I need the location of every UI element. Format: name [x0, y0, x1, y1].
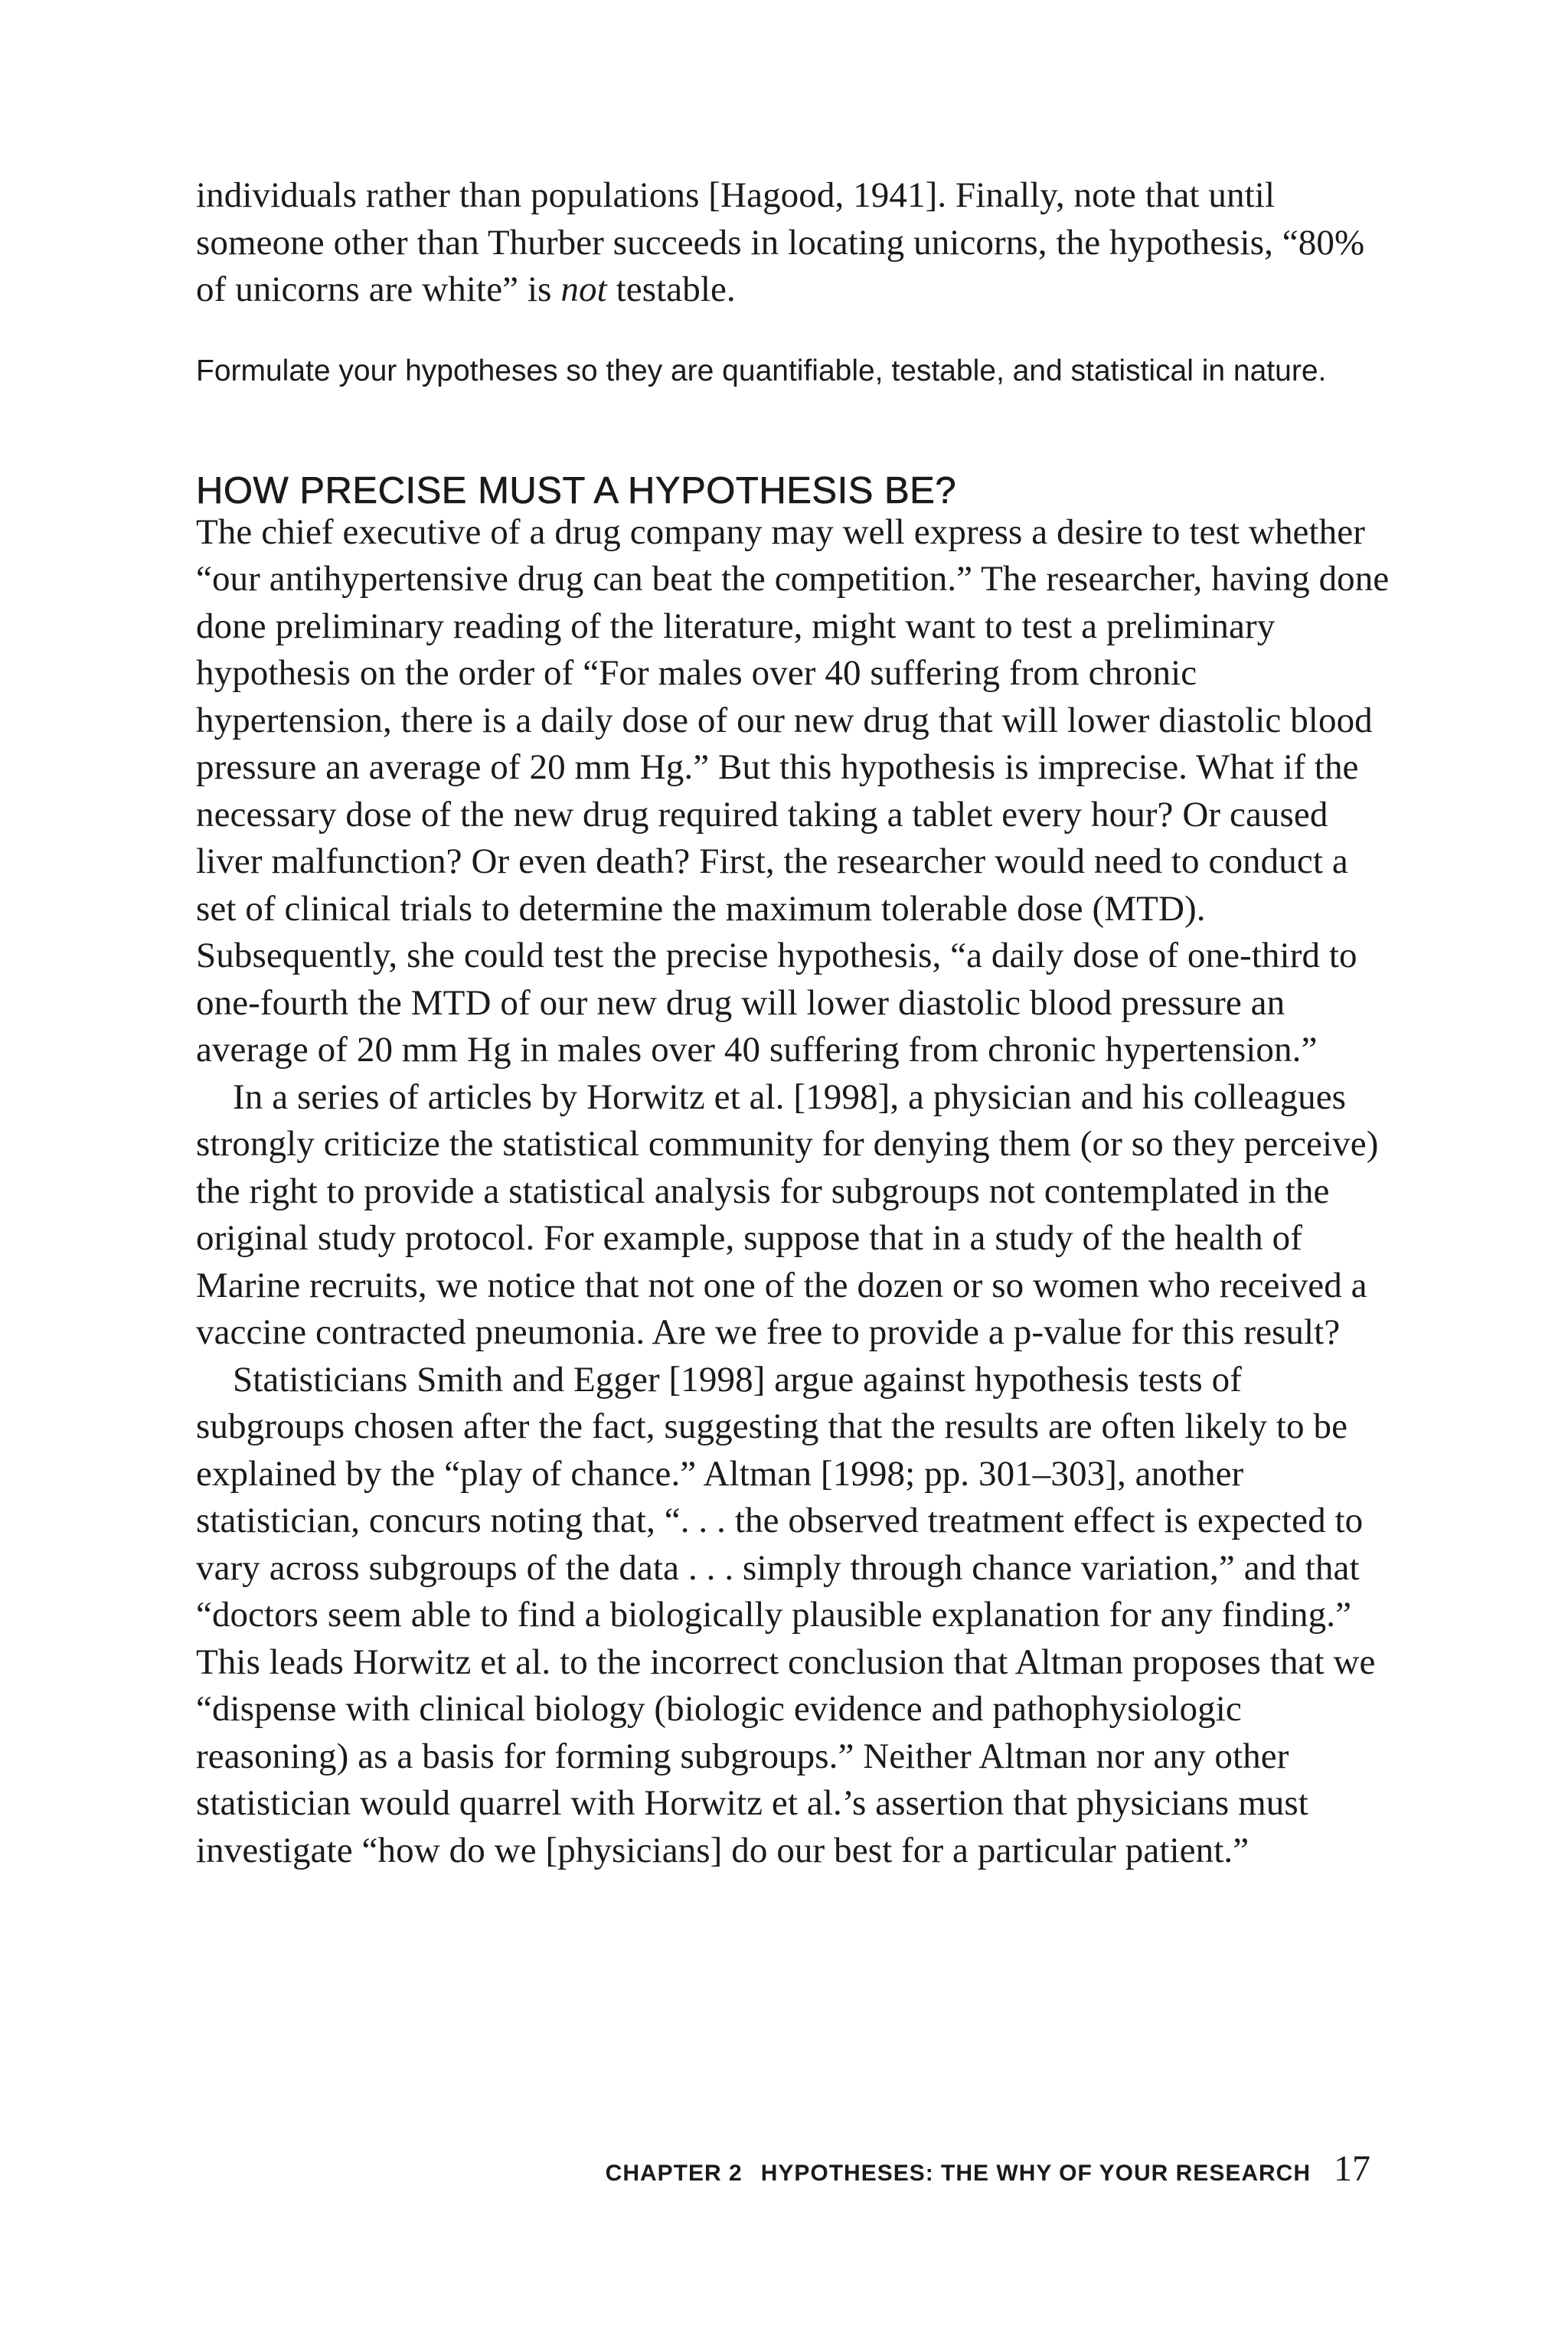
- section-heading: HOW PRECISE MUST A HYPOTHESIS BE?: [196, 469, 957, 511]
- body-paragraph-1: The chief executive of a drug company may well express a desire to test whether “our antihypertensive drug can beat the competition.” The researcher, having done done preliminary reading of the literature, might want to test a preliminary hypothesis on the order of “For males over 40 suffering from chronic hypertension, there is a daily dose of our new drug that will lower diastolic blood pressure an average of 20 mm Hg.” But this hypothesis is imprecise. What if the necessary dose of the new drug required taking a tablet every hour? Or caused liver malfunction? Or even death? First, the researcher would need to conduct a set of clinical trials to determine the maximum tolerable dose (MTD). Subsequently, she could test the precise hypothesis, “a daily dose of one-third to one-fourth the MTD of our new drug will lower diastolic blood pressure an average of 20 mm Hg in males over 40 suffering from chronic hypertension.”: [196, 511, 1390, 1070]
- running-footer: [606, 2148, 1370, 2190]
- page-number: 17: [1334, 2148, 1370, 2189]
- body-paragraph-2: In a series of articles by Horwitz et al. [1998], a physician and his colleagues strongly criticize the statistical community for denying them (or so they perceive) the right to provide a statistical analysis for subgroups not contemplated in the original study protocol. For example, suppose that in a study of the health of Marine recruits, we notice that not one of the dozen or so women who received a vaccine contracted pneumonia. Are we free to provide a p-value for this result?: [196, 1076, 1379, 1352]
- intro-emphasis: not: [560, 270, 607, 309]
- intro-text-2: testable.: [606, 270, 736, 309]
- intro-text-1: individuals rather than populations [Hagood, 1941]. Finally, note that until someone other than Thurber succeeds in locating unicorns, the hypothesis, “80% of unicorns are white” is: [196, 175, 1365, 309]
- chapter-label: CHAPTER 2: [605, 2161, 743, 2186]
- chapter-title: HYPOTHESES: THE WHY OF YOUR RESEARCH: [760, 2161, 1311, 2186]
- intro-paragraph: [196, 172, 1390, 314]
- running-title: [606, 2161, 1311, 2187]
- section-body: [196, 509, 1390, 1875]
- body-paragraph-3: Statisticians Smith and Egger [1998] argue against hypothesis tests of subgroups chosen after the fact, suggesting that the results are often likely to be explained by the “play of chance.” Altman [1998; pp. 301–303], another statistician, concurs noting that, “. . . the observed treatment effect is expected to vary across subgroups of the data . . . simply through chance variation,” and that “doctors seem able to find a biologically plausible explanation for any finding.” This leads Horwitz et al. to the incorrect conclusion that Altman proposes that we “dispense with clinical biology (biologic evidence and pathophysiologic reasoning) as a basis for forming subgroups.” Neither Altman nor any other statistician would quarrel with Horwitz et al.’s assertion that physicians must investigate “how do we [physicians] do our best for a particular patient.”: [196, 1359, 1376, 1870]
- page-body: [196, 136, 1390, 1874]
- callout-text: Formulate your hypotheses so they are quantifiable, testable, and statistical in nature.: [196, 354, 1327, 387]
